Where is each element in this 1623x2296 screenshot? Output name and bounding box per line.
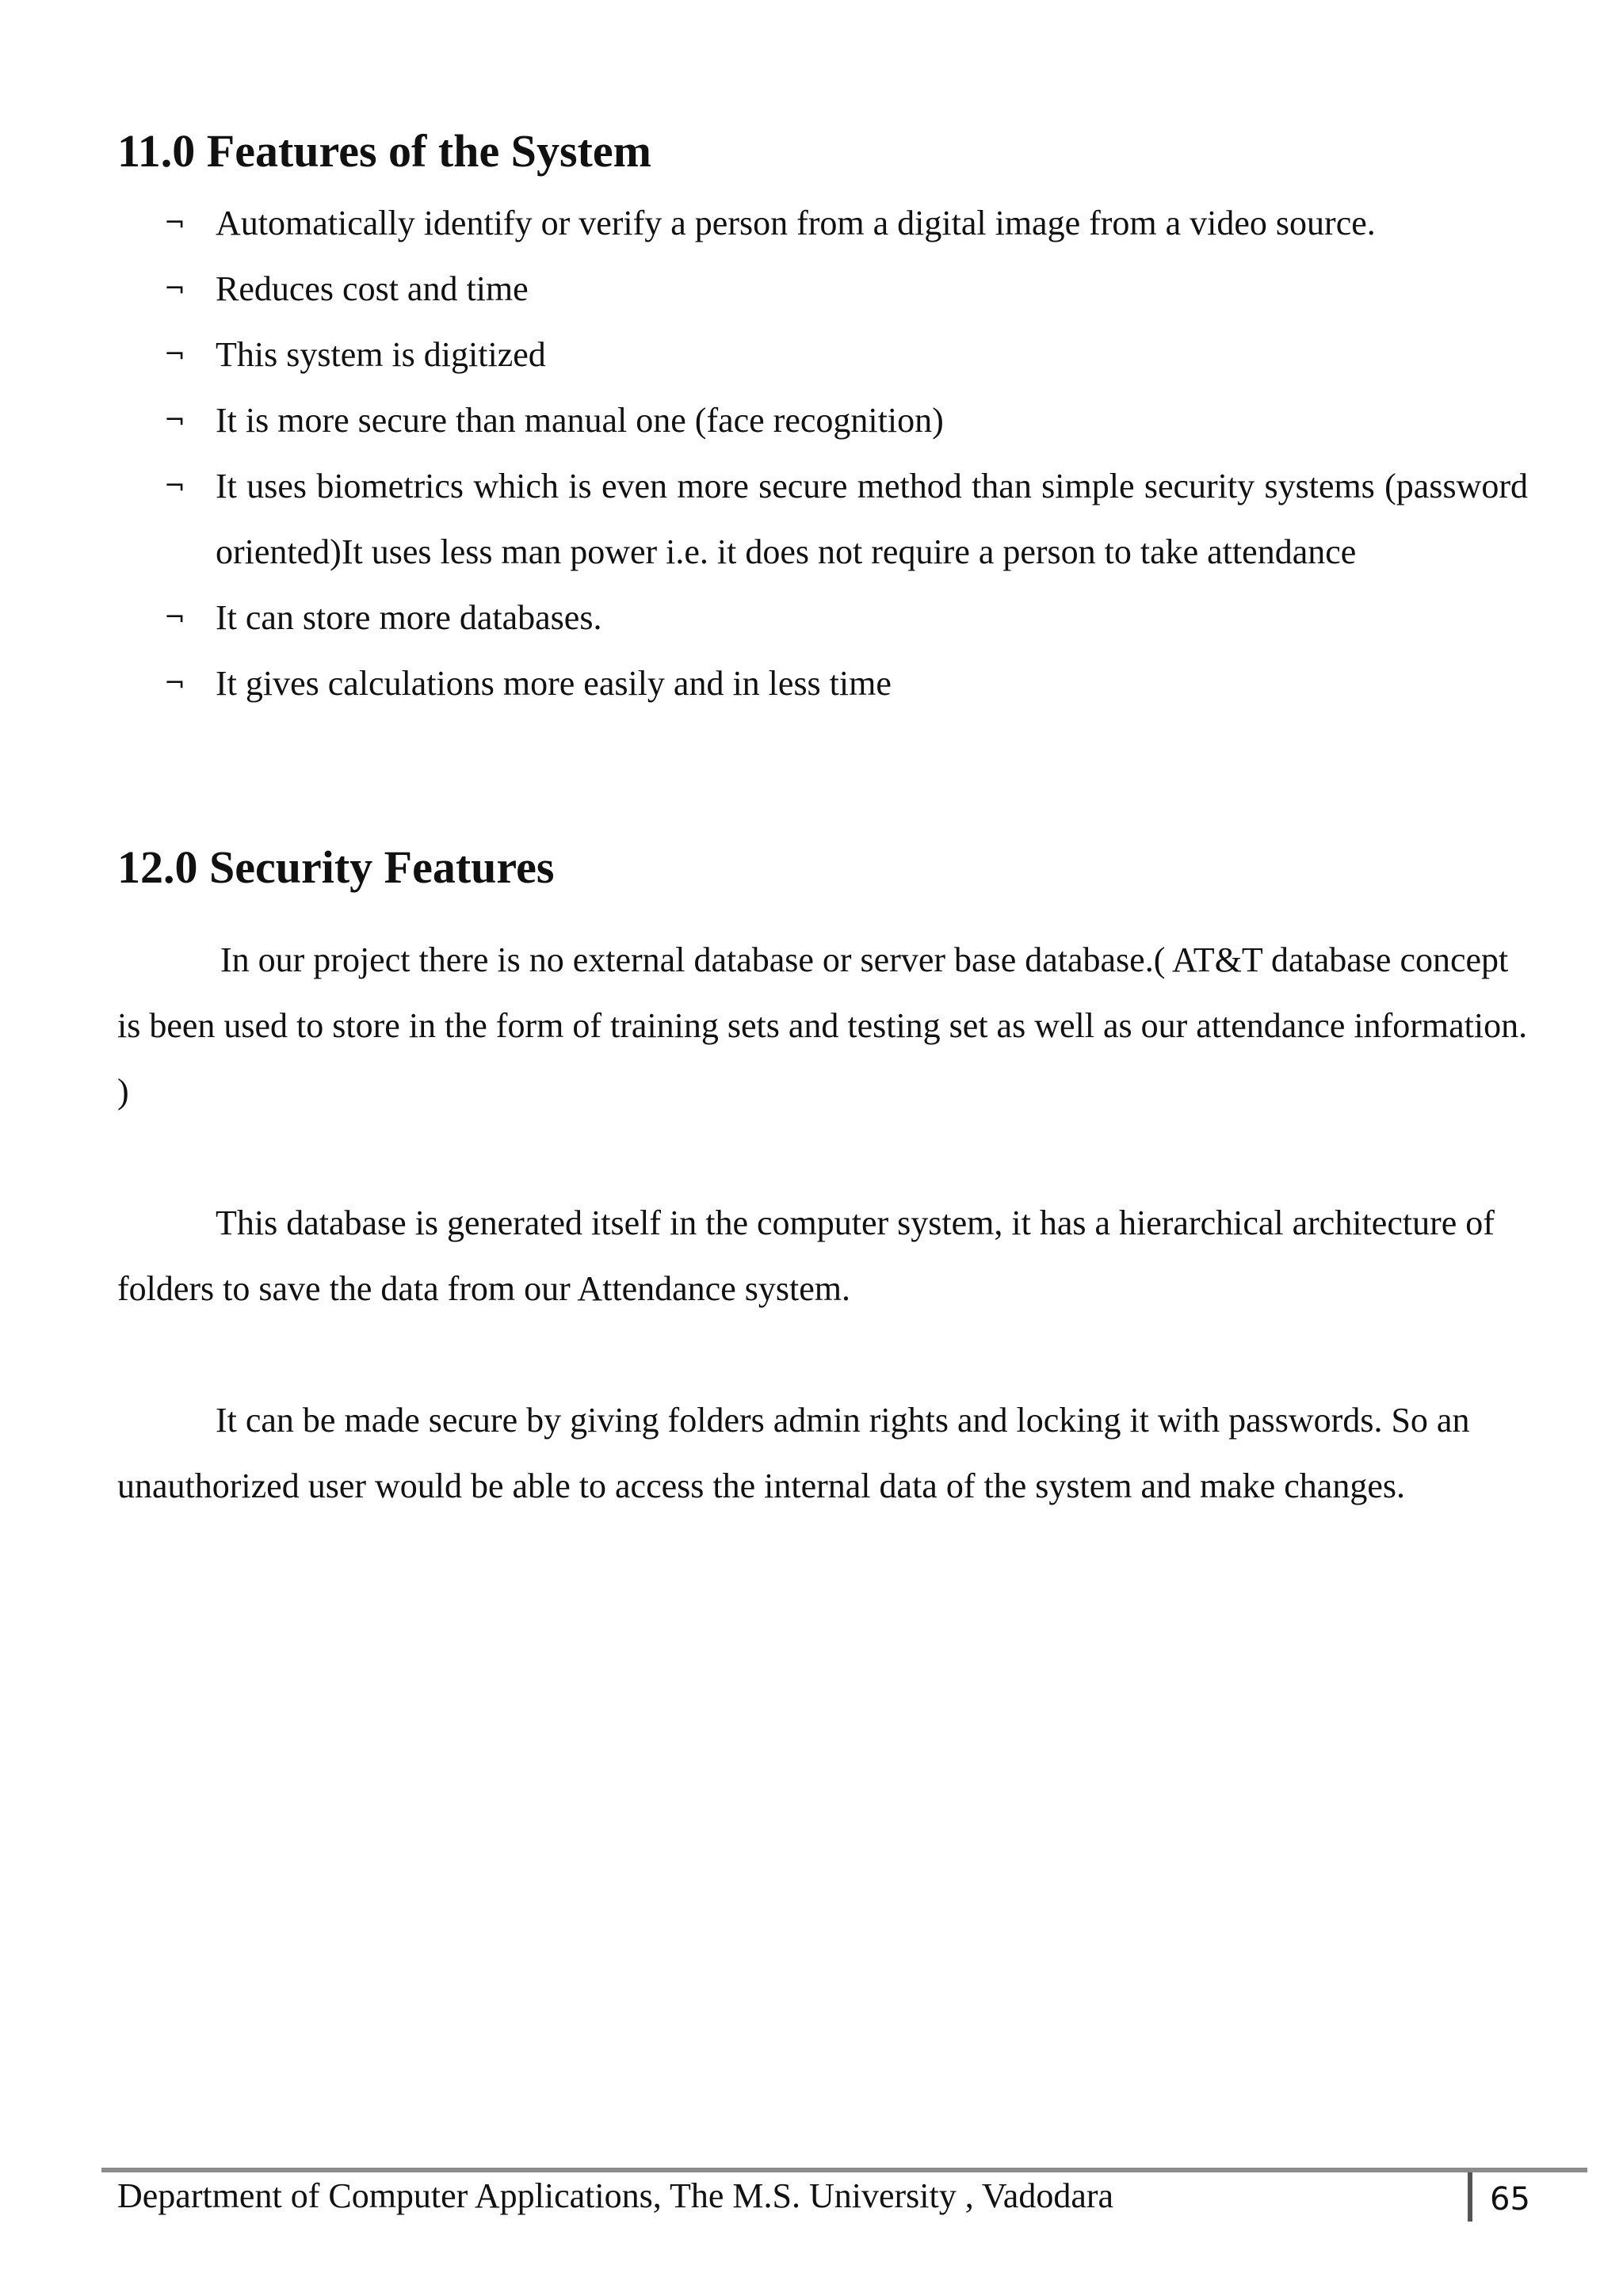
bullet-not-sign-icon: ¬ [164,339,185,369]
feature-text: Automatically identify or verify a person from a digital image from a video source. [216,204,1376,242]
feature-text: It is more secure than manual one (face recognition) [216,401,944,440]
feature-item [117,256,1528,322]
feature-text: This system is digitized [216,335,546,374]
security-paragraph: In our project there is no external database or server base database.( AT&T database concept is been used to store in the form of training sets and testing set as well as our attendance information. ) [117,940,1528,1111]
section-12-heading: 12.0 Security Features [117,841,555,893]
features-list [117,190,1528,716]
security-paragraph: It can be made secure by giving folders admin rights and locking it with passwords. So an unauthorized user would be able to access the internal data of the system and make changes. [117,1401,1470,1505]
page-number: 65 [1490,2181,1530,2218]
section-11-heading: 11.0 Features of the System [117,125,651,177]
feature-item [117,650,1528,716]
bullet-not-sign-icon: ¬ [164,602,185,632]
feature-text: It uses biometrics which is even more secure method than simple security systems (password oriented)It uses less man power i.e. it does not require a person to take attendance [216,467,1528,571]
feature-item [117,453,1528,585]
feature-text: It gives calculations more easily and in less time [216,664,892,703]
bullet-not-sign-icon: ¬ [164,471,185,501]
feature-text: Reduces cost and time [216,269,529,308]
feature-item [117,190,1528,256]
feature-text: It can store more databases. [216,598,602,637]
footer-separator [1468,2172,1472,2222]
bullet-not-sign-icon: ¬ [164,208,185,238]
feature-item [117,322,1528,387]
footer-department: Department of Computer Applications, The M.S. University , Vadodara [117,2176,1114,2215]
bullet-not-sign-icon: ¬ [164,405,185,435]
feature-item [117,387,1528,453]
security-paragraph: This database is generated itself in the computer system, it has a hierarchical architecture of folders to save the data from our Attendance system. [117,1203,1495,1308]
bullet-not-sign-icon: ¬ [164,668,185,698]
feature-item [117,585,1528,650]
bullet-not-sign-icon: ¬ [164,273,185,303]
